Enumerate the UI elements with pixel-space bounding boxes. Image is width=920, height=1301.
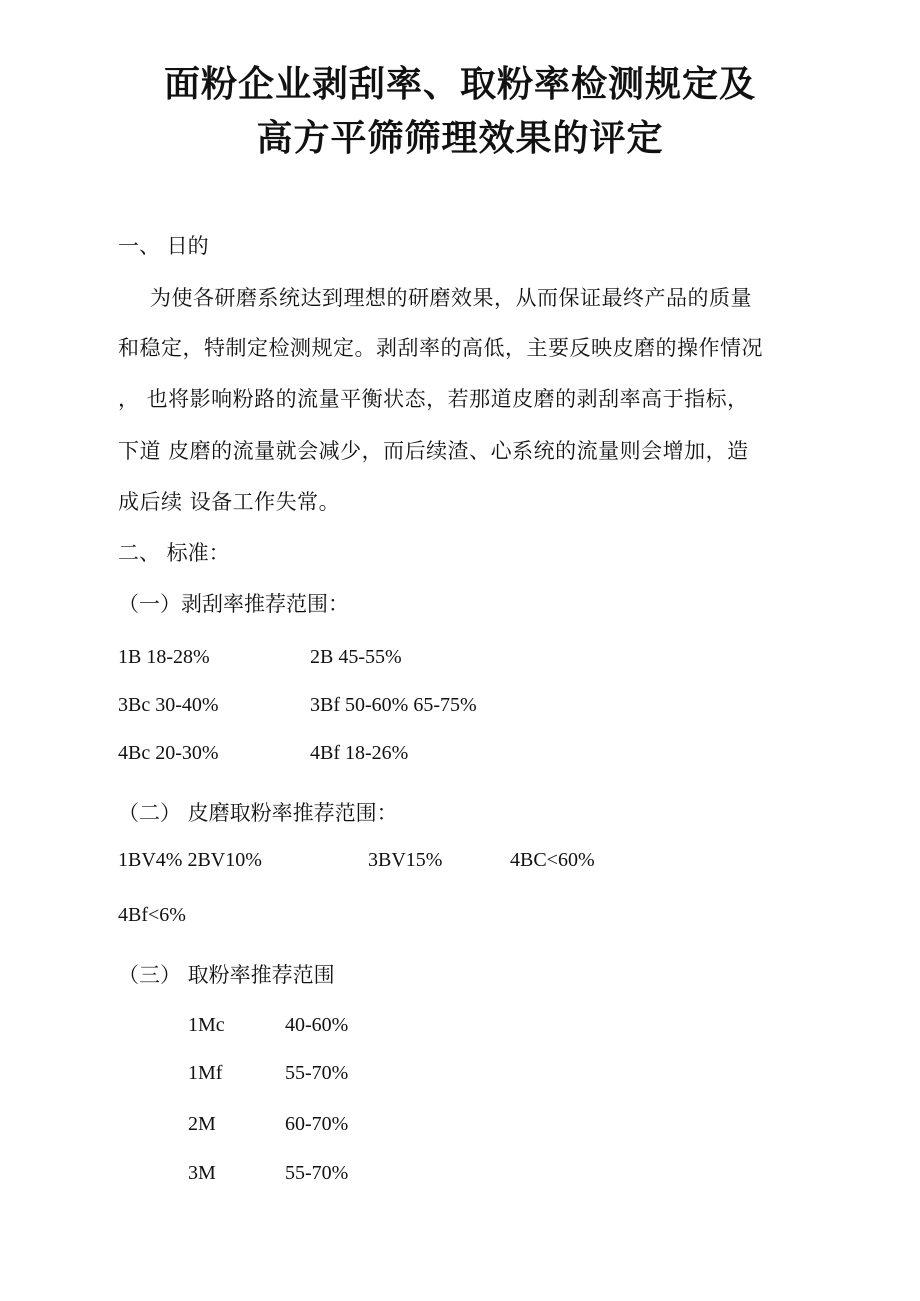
extraction-rate-label: 1Mc (188, 1014, 225, 1036)
paragraph-line-2: 和稳定，特制定检测规定。剥刮率的高低，主要反映皮磨的操作情况 (118, 336, 763, 360)
paragraph-line-3: ， 也将影响粉路的流量平衡状态，若那道皮磨的剥刮率高于指标， (118, 387, 749, 411)
section-heading-purpose: 一、 日的 (118, 234, 209, 258)
break-flour-rate-cell: 1BV4% 2BV10% (118, 849, 262, 871)
title-line-1: 面粉企业剥刮率、取粉率检测规定及 (163, 63, 756, 105)
paragraph-line-5: 成后续 设备工作失常。 (118, 490, 341, 514)
extraction-rate-value: 55-70% (285, 1162, 349, 1184)
scraping-rate-cell: 3Bf 50-60% 65-75% (310, 694, 477, 716)
break-flour-rate-cell: 3BV15% (368, 849, 443, 871)
subheading-flour-extraction-rate: （三） 取粉率推荐范围 (118, 963, 335, 987)
scraping-rate-cell: 3Bc 30-40% (118, 694, 219, 716)
scraping-rate-cell: 2B 45-55% (310, 646, 402, 668)
paragraph-line-4: 下道 皮磨的流量就会减少，而后续渣、心系统的流量则会增加，造 (118, 439, 749, 463)
extraction-rate-label: 3M (188, 1162, 216, 1184)
extraction-rate-value: 40-60% (285, 1014, 349, 1036)
break-flour-rate-cell: 4BC<60% (510, 849, 595, 871)
scraping-rate-cell: 1B 18-28% (118, 646, 210, 668)
title-line-2: 高方平筛筛理效果的评定 (256, 117, 664, 159)
break-flour-rate-cell: 4Bf<6% (118, 904, 186, 926)
paragraph-line-1: 为使各研磨系统达到理想的研磨效果，从而保证最终产品的质量 (150, 286, 752, 310)
subheading-break-flour-rate: （二） 皮磨取粉率推荐范围： (118, 801, 398, 825)
scraping-rate-cell: 4Bc 20-30% (118, 742, 219, 764)
extraction-rate-value: 60-70% (285, 1113, 349, 1135)
extraction-rate-value: 55-70% (285, 1062, 349, 1084)
scraping-rate-cell: 4Bf 18-26% (310, 742, 409, 764)
extraction-rate-label: 1Mf (188, 1062, 223, 1084)
section-heading-standards: 二、 标准： (118, 541, 230, 565)
subheading-scraping-rate: （一）剥刮率推荐范围： (118, 592, 349, 616)
extraction-rate-label: 2M (188, 1113, 216, 1135)
